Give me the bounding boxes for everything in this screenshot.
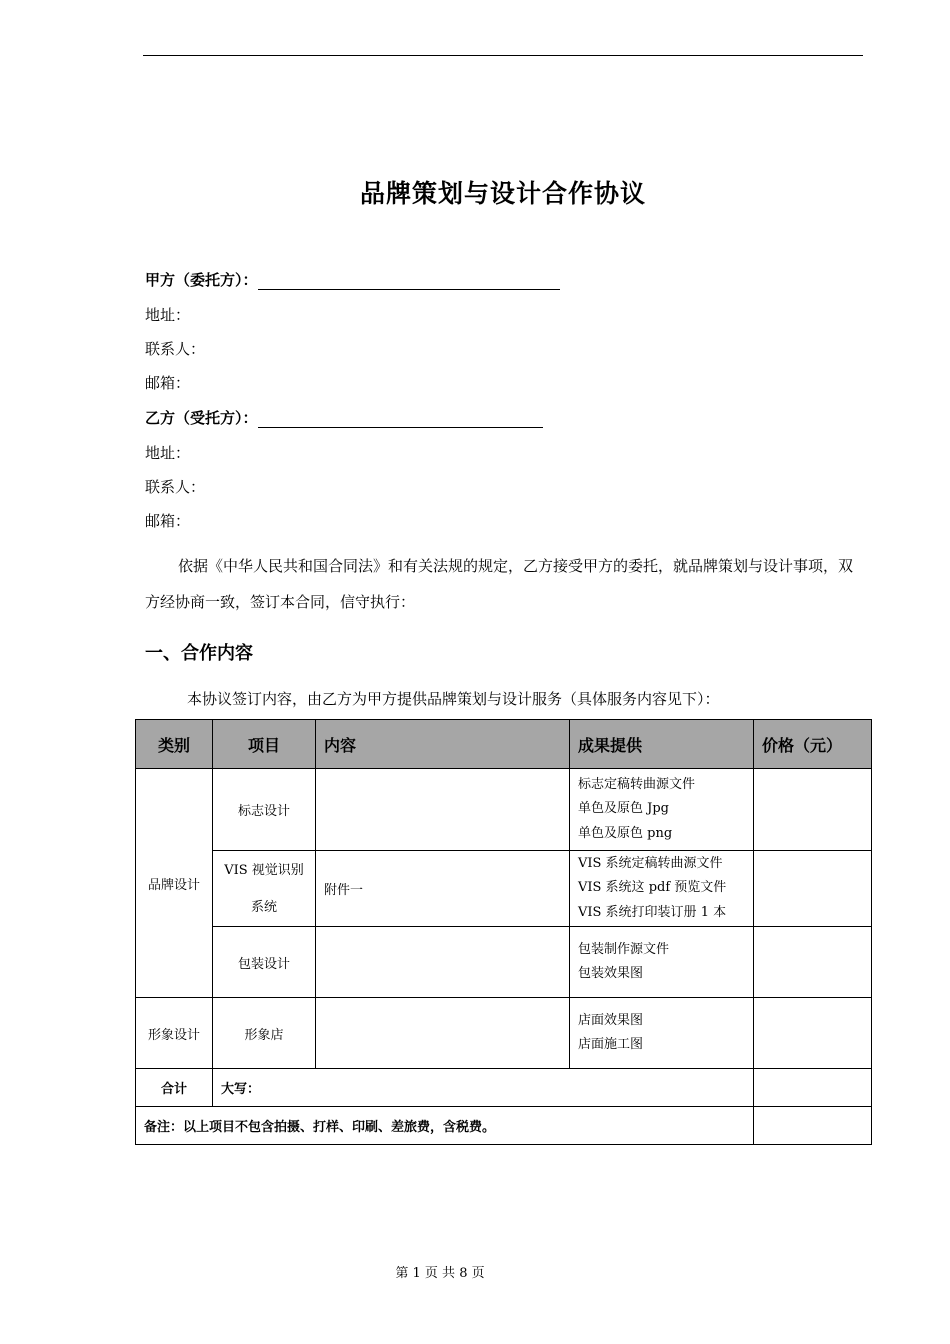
preamble-paragraph: 依据《中华人民共和国合同法》和有关法规的规定，乙方接受甲方的委托，就品牌策划与设计事项，双方经协商一致，签订本合同，信守执行： — [145, 557, 854, 611]
header-rule — [143, 55, 863, 56]
party-b-blank[interactable] — [258, 413, 543, 428]
deliverables-cell — [570, 769, 754, 851]
content-cell — [316, 998, 570, 1069]
item-line: VIS 视觉识别 — [224, 862, 304, 878]
party-b-line — [145, 407, 543, 428]
total-row — [136, 1069, 872, 1107]
section-heading: 一、合作内容 — [145, 643, 253, 664]
price-cell[interactable] — [754, 927, 872, 998]
item-cell: 形象店 — [213, 998, 316, 1069]
party-b-address: 地址： — [145, 444, 191, 462]
total-price-cell[interactable] — [754, 1069, 872, 1107]
header-deliverables: 成果提供 — [570, 720, 754, 769]
deliverable-item: 标志定稿转曲源文件 — [578, 776, 696, 792]
deliverables-cell — [570, 851, 754, 927]
deliverable-item: VIS 系统定稿转曲源文件 — [578, 855, 723, 871]
party-b-contact: 联系人： — [145, 478, 206, 496]
party-a-contact: 联系人： — [145, 340, 206, 358]
deliverable-item: 店面效果图 — [578, 1012, 644, 1028]
table-header-row — [136, 720, 872, 769]
header-item: 项目 — [213, 720, 316, 769]
category-cell: 形象设计 — [136, 998, 213, 1069]
deliverable-item: 单色及原色 Jpg — [578, 801, 669, 817]
deliverable-item: VIS 系统打印装订册 1 本 — [578, 904, 727, 920]
party-a-label: 甲方（委托方）： — [145, 271, 258, 289]
item-cell: 标志设计 — [213, 769, 316, 851]
item-cell — [213, 851, 316, 927]
item-line: 系统 — [250, 899, 277, 915]
page-footer: 第 1 页 共 8 页 — [395, 1266, 485, 1281]
price-cell[interactable] — [754, 769, 872, 851]
note-row — [136, 1107, 872, 1145]
section-intro: 本协议签订内容，由乙方为甲方提供品牌策划与设计服务（具体服务内容见下）： — [187, 690, 720, 708]
deliverable-item: 包装效果图 — [578, 966, 644, 981]
table-row — [136, 998, 872, 1069]
deliverables-cell — [570, 927, 754, 998]
item-cell: 包装设计 — [213, 927, 316, 998]
party-b-label: 乙方（受托方）： — [145, 409, 258, 427]
table-row — [136, 851, 872, 927]
document-title: 品牌策划与设计合作协议 — [359, 179, 646, 208]
deliverable-item: VIS 系统这 pdf 预览文件 — [578, 880, 727, 896]
header-content: 内容 — [316, 720, 570, 769]
total-words-label: 大写： — [213, 1069, 754, 1107]
note-price-cell — [754, 1107, 872, 1145]
content-cell — [316, 927, 570, 998]
price-cell[interactable] — [754, 998, 872, 1069]
header-price: 价格（元） — [754, 720, 872, 769]
content-cell: 附件一 — [316, 851, 570, 927]
table-note: 备注：以上项目不包含拍摄、打样、印刷、差旅费，含税费。 — [136, 1107, 754, 1145]
deliverable-item: 店面施工图 — [578, 1037, 644, 1052]
deliverable-item: 单色及原色 png — [578, 825, 673, 841]
table-row — [136, 927, 872, 998]
party-a-line — [145, 269, 560, 290]
table-row — [136, 769, 872, 851]
party-a-email: 邮箱： — [145, 374, 191, 392]
content-cell — [316, 769, 570, 851]
party-a-address: 地址： — [145, 306, 191, 324]
total-label: 合计 — [136, 1069, 213, 1107]
party-a-blank[interactable] — [258, 275, 560, 290]
price-cell[interactable] — [754, 851, 872, 927]
header-category: 类别 — [136, 720, 213, 769]
category-cell: 品牌设计 — [136, 769, 213, 998]
service-table — [135, 719, 872, 1145]
deliverable-item: 包装制作源文件 — [578, 941, 670, 957]
deliverables-cell — [570, 998, 754, 1069]
party-b-email: 邮箱： — [145, 512, 191, 530]
